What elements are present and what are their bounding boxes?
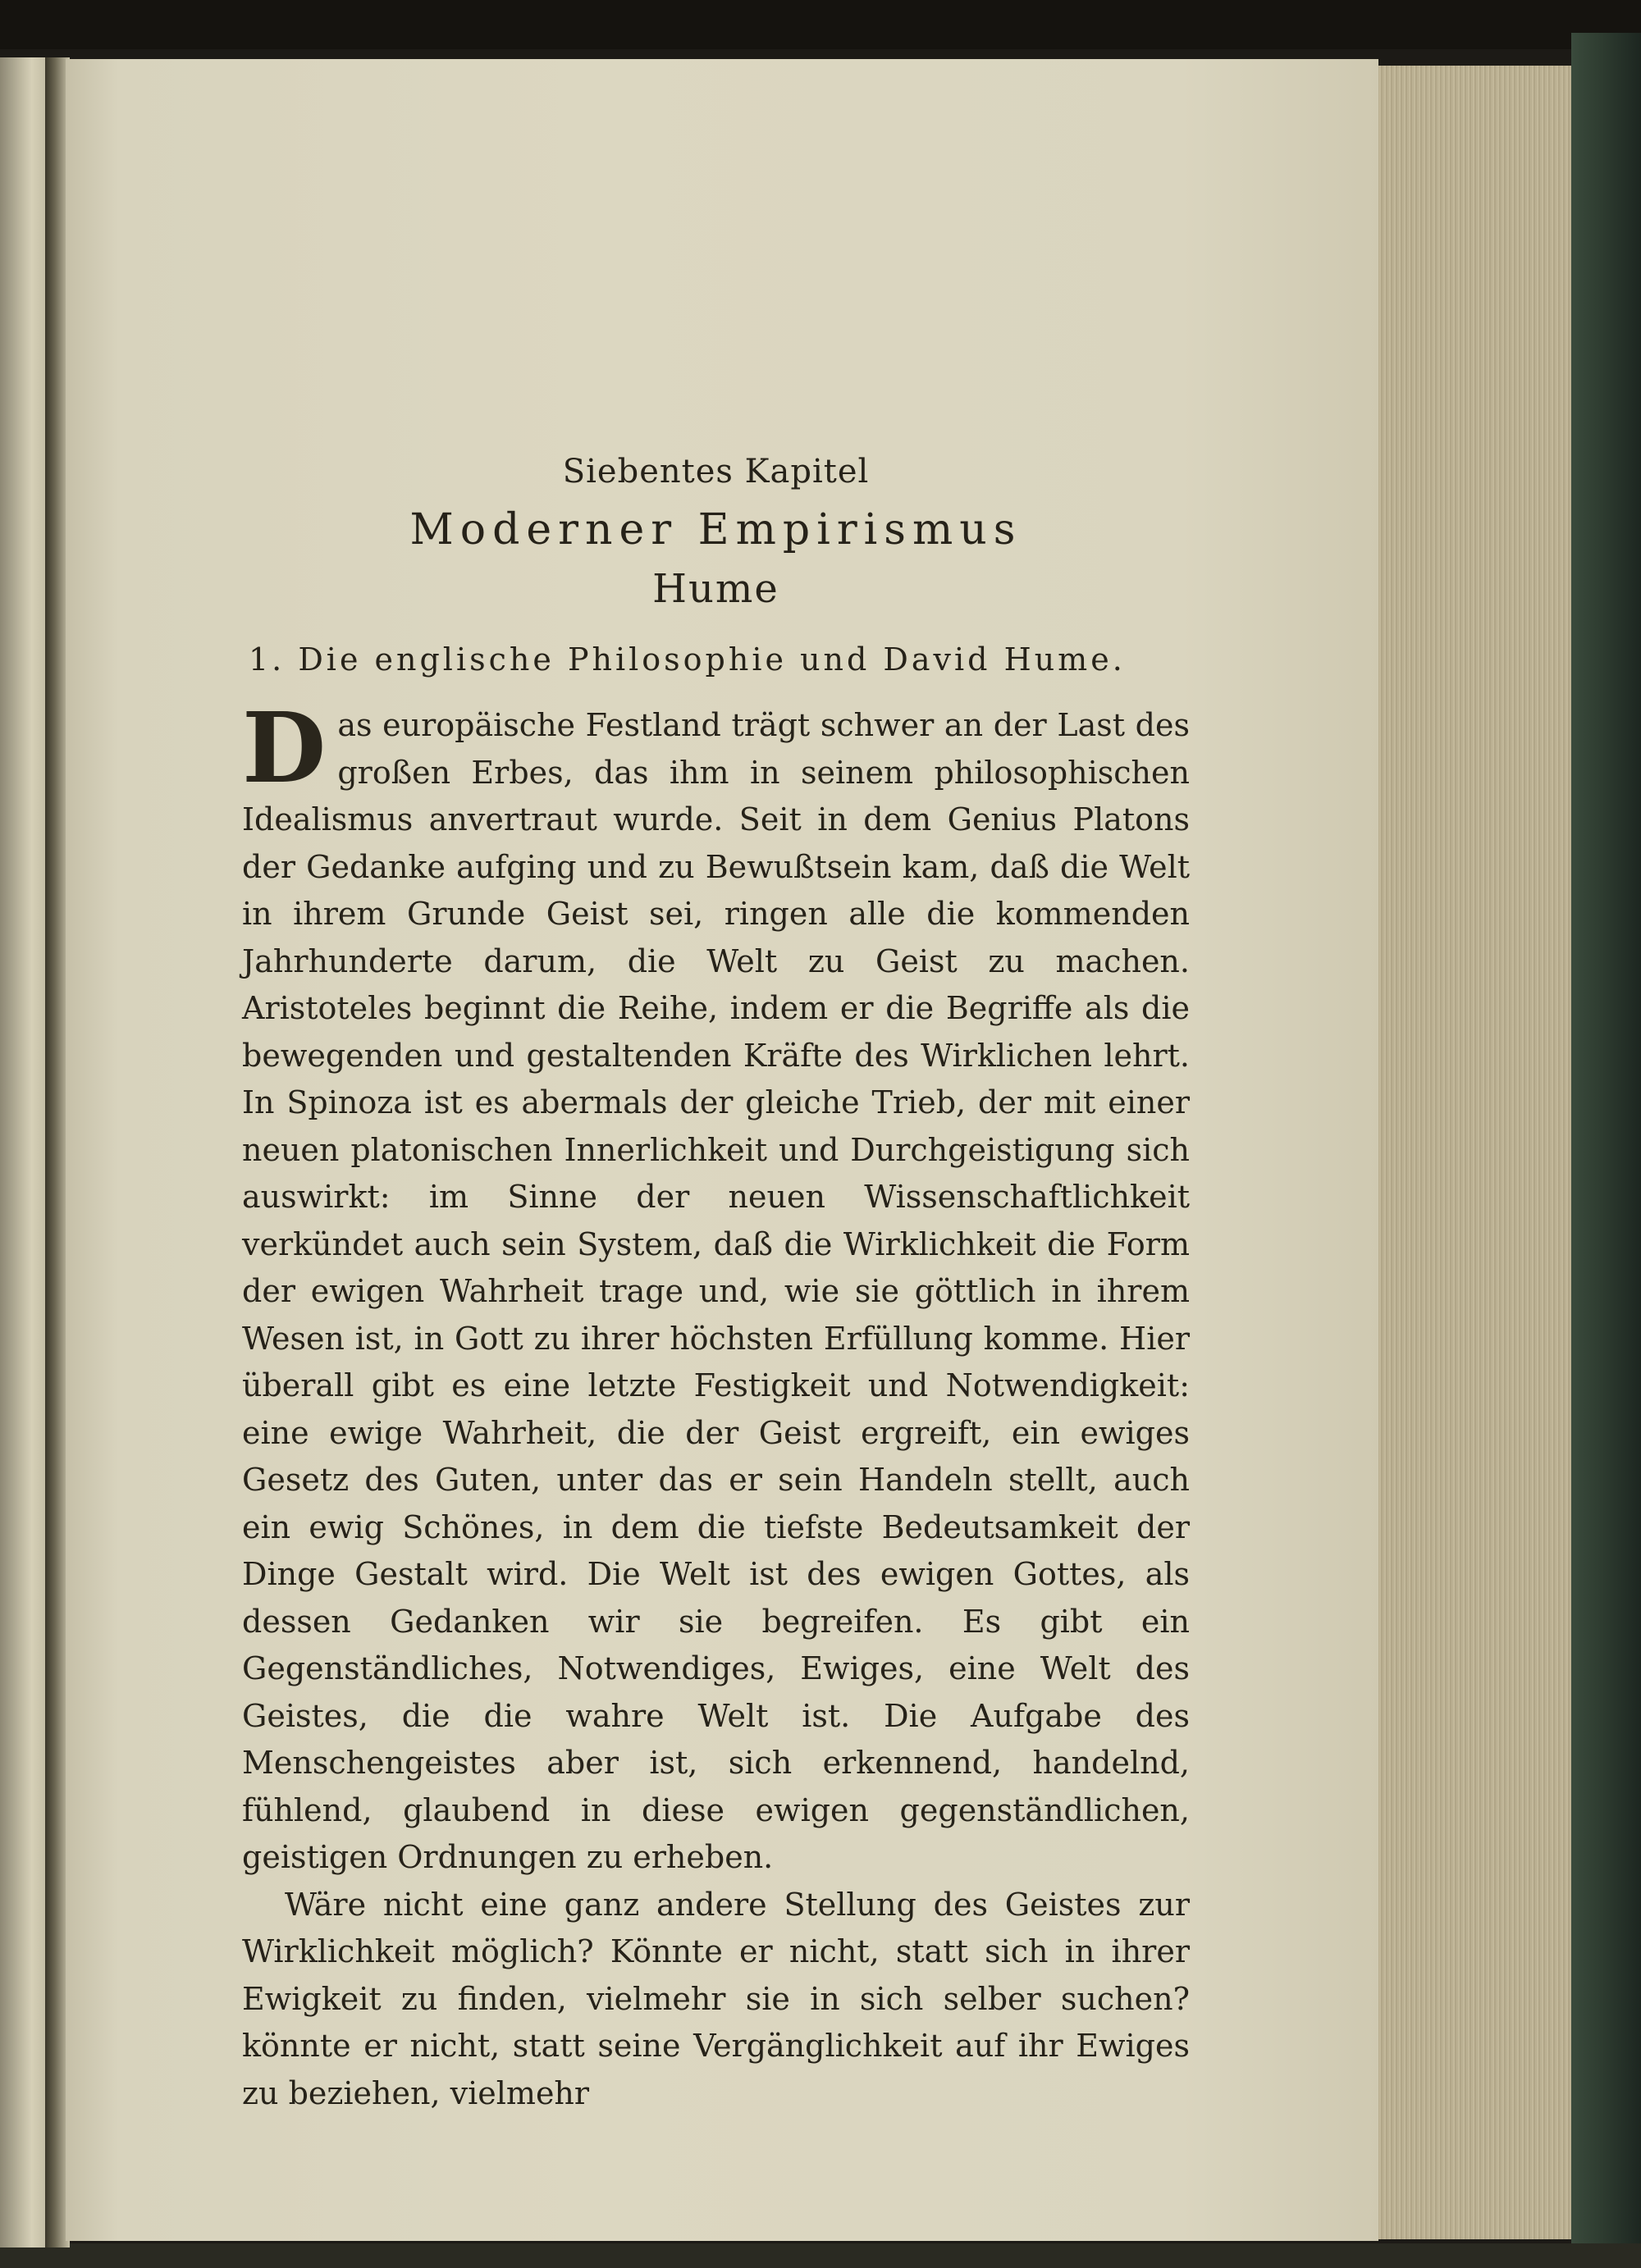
paragraph-2-text: Wäre nicht eine ganz andere Stellung des Geistes zur Wirklichkeit möglich? Könnte er nicht, statt sich in ihrer Ewigkeit zu finden, vielmehr sie in sich selber suchen? könnte er nicht, statt seine Vergänglichkeit auf ihr Ewiges zu beziehen, vielmehr (242, 1886, 1190, 2111)
drop-cap-initial: D (242, 691, 327, 805)
page-text-block (242, 453, 1190, 2117)
chapter-title: Moderner Empirismus (409, 505, 1022, 554)
page-block-edges (1378, 66, 1571, 2239)
book-cover-spine-edge (1571, 33, 1641, 2268)
book-page (66, 59, 1378, 2241)
chapter-subtitle: Hume (652, 566, 779, 612)
chapter-label: Siebentes Kapitel (562, 453, 870, 491)
book-cover-bottom (0, 2243, 1641, 2268)
paragraph-2 (242, 1882, 1190, 2118)
book-cover-top (0, 0, 1641, 49)
paragraph-1 (242, 691, 1190, 1882)
paragraph-1-text: as europäische Festland trägt schwer an der Last des großen Erbes, das ihm in seinem philosophischen Idealismus anvertraut wurde. Seit in dem Genius Platons der Gedanke aufging und zu Bewußtsein kam, daß die Welt in ihrem Grunde Geist sei, ringen alle die kommenden Jahrhunderte darum, die Welt zu Geist zu machen. Aristoteles beginnt die Reihe, indem er die Begriffe als die bewegenden und gestaltenden Kräfte des Wirklichen lehrt. In Spinoza ist es abermals der gleiche Trieb, der mit einer neuen platonischen Innerlichkeit und Durchgeistigung sich auswirkt: im Sinne der neuen Wissenschaftlichkeit verkündet auch sein System, daß die Wirklichkeit die Form der ewigen Wahrheit trage und, wie sie göttlich in ihrem Wesen ist, in Gott zu ihrer höchsten Erfüllung komme. Hier überall gibt es eine letzte Festigkeit und Notwendigkeit: eine ewige Wahrheit, die der Geist ergreift, ein ewiges Gesetz des Guten, unter das er sein Handeln stellt, auch ein ewig Schönes, in dem die tiefste Bedeutsamkeit der Dinge Gestalt wird. Die Welt ist des ewigen Gottes, als dessen Gedanken wir sie begreifen. Es gibt ein Gegenständliches, Notwendiges, Ewiges, eine Welt des Geistes, die die wahre Welt ist. Die Aufgabe des Menschengeistes aber ist, sich erkennend, handelnd, fühlend, glaubend in diese ewigen gegenständlichen, geistigen Ordnungen zu erheben. (242, 707, 1190, 1875)
section-heading: 1. Die englische Philosophie und David Hume. (249, 641, 1126, 678)
